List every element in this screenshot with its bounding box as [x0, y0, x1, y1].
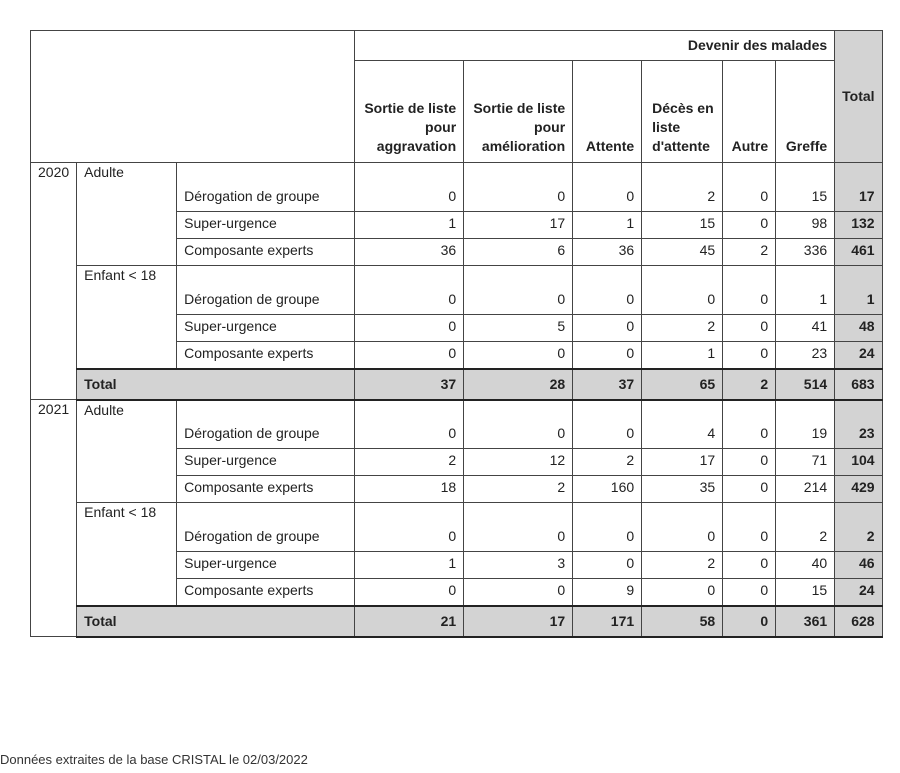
category-cell: Dérogation de groupe: [177, 266, 355, 315]
grand-total-cell: 628: [835, 606, 882, 637]
value-cell: 17: [642, 449, 723, 476]
value-cell: 0: [723, 449, 776, 476]
category-cell: Dérogation de groupe: [177, 503, 355, 552]
year-cell: 2020: [31, 163, 77, 400]
row-total-cell: 104: [835, 449, 882, 476]
source-footnote: Données extraites de la base CRISTAL le 02/03/2022: [0, 752, 308, 767]
value-cell: 0: [723, 552, 776, 579]
category-cell: Super-urgence: [177, 552, 355, 579]
table-row: [31, 163, 883, 212]
row-total-cell: 1: [835, 266, 882, 315]
value-cell: 0: [642, 579, 723, 606]
value-cell: 1: [573, 212, 642, 239]
value-cell: 12: [464, 449, 573, 476]
total-value-cell: 171: [573, 606, 642, 637]
value-cell: 0: [723, 342, 776, 369]
category-cell: Dérogation de groupe: [177, 400, 355, 449]
value-cell: 0: [355, 163, 464, 212]
value-cell: 71: [776, 449, 835, 476]
value-cell: 35: [642, 476, 723, 503]
total-value-cell: 58: [642, 606, 723, 637]
value-cell: 2: [723, 239, 776, 266]
header-col-amelioration: Sortie de liste pour amélioration: [464, 61, 573, 163]
row-total-cell: 23: [835, 400, 882, 449]
value-cell: 2: [464, 476, 573, 503]
total-label-cell: Total: [77, 606, 355, 637]
value-cell: 1: [355, 552, 464, 579]
year-cell: 2021: [31, 400, 77, 637]
value-cell: 3: [464, 552, 573, 579]
value-cell: 0: [355, 342, 464, 369]
value-cell: 2: [642, 315, 723, 342]
category-cell: Composante experts: [177, 239, 355, 266]
value-cell: 23: [776, 342, 835, 369]
category-cell: Composante experts: [177, 579, 355, 606]
category-cell: Super-urgence: [177, 315, 355, 342]
value-cell: 0: [355, 579, 464, 606]
total-value-cell: 2: [723, 369, 776, 400]
value-cell: 36: [355, 239, 464, 266]
category-cell: Super-urgence: [177, 449, 355, 476]
table-row: [31, 266, 883, 315]
total-value-cell: 65: [642, 369, 723, 400]
header-group-title: Devenir des malades: [355, 31, 835, 61]
value-cell: 15: [776, 579, 835, 606]
population-cell: Adulte: [77, 163, 177, 266]
table-row: [31, 400, 883, 449]
value-cell: 0: [573, 503, 642, 552]
value-cell: 40: [776, 552, 835, 579]
header-col-attente: Attente: [573, 61, 642, 163]
value-cell: 0: [723, 503, 776, 552]
category-cell: Dérogation de groupe: [177, 163, 355, 212]
population-cell: Adulte: [77, 400, 177, 503]
header-col-autre: Autre: [723, 61, 776, 163]
year-total-row: [31, 369, 883, 400]
outcomes-table: [30, 30, 883, 638]
value-cell: 98: [776, 212, 835, 239]
value-cell: 41: [776, 315, 835, 342]
value-cell: 0: [723, 266, 776, 315]
value-cell: 19: [776, 400, 835, 449]
header-total: Total: [835, 31, 882, 163]
row-total-cell: 46: [835, 552, 882, 579]
value-cell: 0: [464, 579, 573, 606]
value-cell: 0: [573, 342, 642, 369]
value-cell: 0: [355, 315, 464, 342]
table-body: [31, 163, 883, 637]
total-value-cell: 21: [355, 606, 464, 637]
value-cell: 18: [355, 476, 464, 503]
header-col-deces: Décès en liste d'attente: [642, 61, 723, 163]
row-total-cell: 132: [835, 212, 882, 239]
row-total-cell: 429: [835, 476, 882, 503]
value-cell: 1: [776, 266, 835, 315]
total-value-cell: 28: [464, 369, 573, 400]
value-cell: 336: [776, 239, 835, 266]
value-cell: 0: [723, 579, 776, 606]
value-cell: 0: [573, 552, 642, 579]
grand-total-cell: 683: [835, 369, 882, 400]
value-cell: 0: [573, 266, 642, 315]
header-col-greffe: Greffe: [776, 61, 835, 163]
total-value-cell: 514: [776, 369, 835, 400]
value-cell: 17: [464, 212, 573, 239]
header-row-group: [31, 31, 883, 61]
category-cell: Composante experts: [177, 476, 355, 503]
value-cell: 2: [642, 552, 723, 579]
value-cell: 1: [642, 342, 723, 369]
value-cell: 2: [355, 449, 464, 476]
value-cell: 160: [573, 476, 642, 503]
row-total-cell: 24: [835, 342, 882, 369]
value-cell: 0: [573, 163, 642, 212]
total-value-cell: 17: [464, 606, 573, 637]
value-cell: 6: [464, 239, 573, 266]
row-total-cell: 24: [835, 579, 882, 606]
value-cell: 15: [776, 163, 835, 212]
year-total-row: [31, 606, 883, 637]
value-cell: 0: [355, 266, 464, 315]
value-cell: 0: [464, 342, 573, 369]
value-cell: 5: [464, 315, 573, 342]
total-value-cell: 37: [573, 369, 642, 400]
row-total-cell: 17: [835, 163, 882, 212]
value-cell: 0: [723, 163, 776, 212]
row-total-cell: 48: [835, 315, 882, 342]
value-cell: 2: [642, 163, 723, 212]
value-cell: 1: [355, 212, 464, 239]
value-cell: 0: [464, 163, 573, 212]
value-cell: 0: [464, 266, 573, 315]
table-row: [31, 503, 883, 552]
value-cell: 45: [642, 239, 723, 266]
category-cell: Composante experts: [177, 342, 355, 369]
value-cell: 2: [573, 449, 642, 476]
row-total-cell: 2: [835, 503, 882, 552]
value-cell: 4: [642, 400, 723, 449]
total-value-cell: 361: [776, 606, 835, 637]
value-cell: 0: [723, 212, 776, 239]
category-cell: Super-urgence: [177, 212, 355, 239]
value-cell: 2: [776, 503, 835, 552]
value-cell: 36: [573, 239, 642, 266]
value-cell: 0: [355, 400, 464, 449]
value-cell: 214: [776, 476, 835, 503]
value-cell: 0: [355, 503, 464, 552]
header-blank-cell: [31, 31, 355, 163]
row-total-cell: 461: [835, 239, 882, 266]
population-cell: Enfant < 18: [77, 503, 177, 606]
value-cell: 0: [573, 315, 642, 342]
total-value-cell: 0: [723, 606, 776, 637]
value-cell: 0: [573, 400, 642, 449]
value-cell: 0: [723, 400, 776, 449]
value-cell: 0: [642, 503, 723, 552]
total-value-cell: 37: [355, 369, 464, 400]
population-cell: Enfant < 18: [77, 266, 177, 369]
value-cell: 0: [723, 476, 776, 503]
value-cell: 0: [464, 503, 573, 552]
value-cell: 9: [573, 579, 642, 606]
value-cell: 0: [642, 266, 723, 315]
header-col-aggravation: Sortie de liste pour aggravation: [355, 61, 464, 163]
value-cell: 15: [642, 212, 723, 239]
table-container: [0, 30, 883, 767]
total-label-cell: Total: [77, 369, 355, 400]
value-cell: 0: [464, 400, 573, 449]
value-cell: 0: [723, 315, 776, 342]
